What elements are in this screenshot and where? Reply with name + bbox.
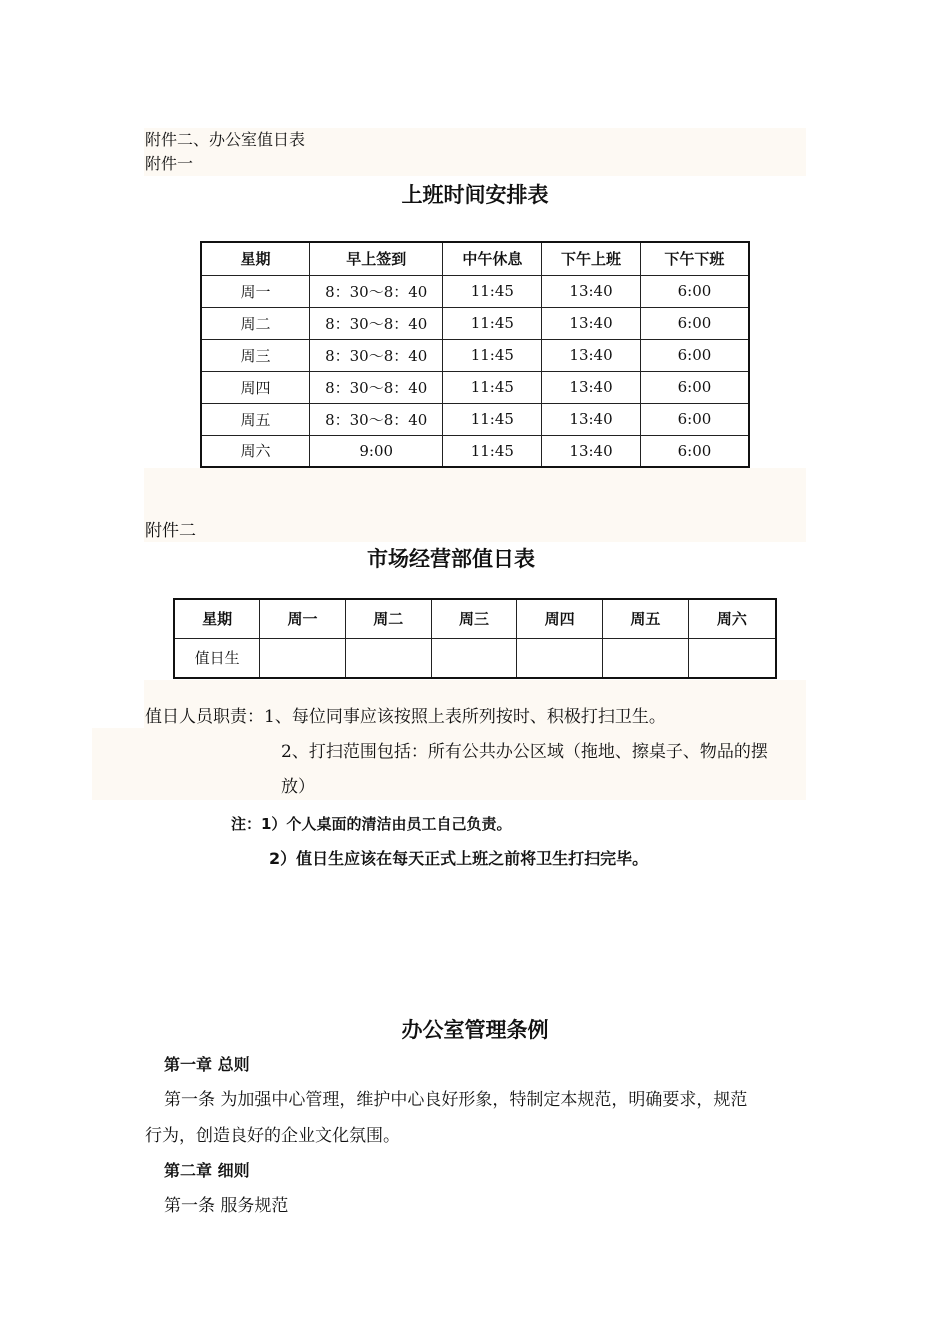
duties-line-3: 放） — [281, 777, 315, 797]
table-cell: 11:45 — [443, 435, 542, 467]
schedule-header-cell: 下午下班 — [640, 242, 749, 275]
duties-line-1: 值日人员职责：1、每位同事应该按照上表所列按时、积极打扫卫生。 — [145, 707, 666, 727]
schedule-header-cell: 中午休息 — [443, 242, 542, 275]
table-row — [201, 307, 749, 339]
table-cell — [603, 638, 689, 678]
table-cell: 9:00 — [310, 435, 443, 467]
schedule-header-cell: 下午上班 — [542, 242, 641, 275]
table-cell: 周五 — [201, 403, 310, 435]
table-cell: 11:45 — [443, 339, 542, 371]
table-cell — [688, 638, 776, 678]
table-cell: 6:00 — [640, 403, 749, 435]
duty-roster-header-cell: 周一 — [260, 599, 346, 638]
article-1-line-1: 第一条 为加强中心管理，维护中心良好形象，特制定本规范，明确要求，规范 — [164, 1090, 748, 1110]
table-cell: 11:45 — [443, 307, 542, 339]
duty-roster-header-cell: 周六 — [688, 599, 776, 638]
table-cell — [345, 638, 431, 678]
table-cell: 8：30～8：40 — [310, 275, 443, 307]
duty-roster-header-cell: 星期 — [174, 599, 260, 638]
duty-roster-table — [173, 598, 777, 679]
table-cell: 13:40 — [542, 275, 641, 307]
table-cell: 周二 — [201, 307, 310, 339]
table-cell: 6:00 — [640, 275, 749, 307]
chapter-1-heading: 第一章 总则 — [164, 1055, 250, 1074]
table-cell: 8：30～8：40 — [310, 403, 443, 435]
table-cell — [260, 638, 346, 678]
table-cell: 6:00 — [640, 435, 749, 467]
schedule-table — [200, 241, 750, 468]
table-cell: 8：30～8：40 — [310, 339, 443, 371]
schedule-header-cell: 星期 — [201, 242, 310, 275]
table-cell: 6:00 — [640, 339, 749, 371]
note-1: 注：1）个人桌面的清洁由员工自己负责。 — [231, 815, 512, 833]
table-cell: 11:45 — [443, 371, 542, 403]
table-cell: 13:40 — [542, 307, 641, 339]
table-cell: 8：30～8：40 — [310, 307, 443, 339]
table-row — [201, 275, 749, 307]
table-row — [201, 403, 749, 435]
attachment2-label: 附件二 — [145, 521, 196, 541]
duties-line-2: 2、打扫范围包括：所有公共办公区域（拖地、擦桌子、物品的摆 — [281, 742, 768, 762]
table-cell: 8：30～8：40 — [310, 371, 443, 403]
table-cell: 值日生 — [174, 638, 260, 678]
table-row — [201, 435, 749, 467]
schedule-title: 上班时间安排表 — [401, 183, 549, 207]
table-cell: 周三 — [201, 339, 310, 371]
duty-roster-header-cell: 周四 — [517, 599, 603, 638]
table-cell: 周一 — [201, 275, 310, 307]
table-row — [174, 638, 776, 678]
table-cell: 6:00 — [640, 371, 749, 403]
table-cell: 6:00 — [640, 307, 749, 339]
header-line-1: 附件二、办公室值日表 — [145, 130, 306, 149]
duty-roster-header-cell: 周三 — [431, 599, 517, 638]
duty-roster-title: 市场经营部值日表 — [367, 547, 535, 571]
regulations-title: 办公室管理条例 — [401, 1018, 549, 1042]
schedule-header-cell: 早上签到 — [310, 242, 443, 275]
duty-roster-header-cell: 周二 — [345, 599, 431, 638]
table-cell: 周六 — [201, 435, 310, 467]
table-cell: 13:40 — [542, 371, 641, 403]
table-row — [201, 371, 749, 403]
table-row — [201, 339, 749, 371]
schedule-header-row — [201, 242, 749, 275]
article-1-line-2: 行为，创造良好的企业文化氛围。 — [145, 1126, 400, 1146]
table-cell: 周四 — [201, 371, 310, 403]
table-cell: 11:45 — [443, 403, 542, 435]
attachment2-highlight — [144, 468, 806, 542]
table-cell: 13:40 — [542, 435, 641, 467]
table-cell: 13:40 — [542, 403, 641, 435]
header-line-2: 附件一 — [145, 154, 194, 173]
table-cell: 13:40 — [542, 339, 641, 371]
duty-roster-header-cell: 周五 — [603, 599, 689, 638]
chapter-2-heading: 第二章 细则 — [164, 1161, 250, 1180]
article-2-heading: 第一条 服务规范 — [164, 1196, 289, 1216]
table-cell — [517, 638, 603, 678]
duty-roster-header-row — [174, 599, 776, 638]
table-cell — [431, 638, 517, 678]
note-2: 2）值日生应该在每天正式上班之前将卫生打扫完毕。 — [269, 849, 649, 868]
table-cell: 11:45 — [443, 275, 542, 307]
